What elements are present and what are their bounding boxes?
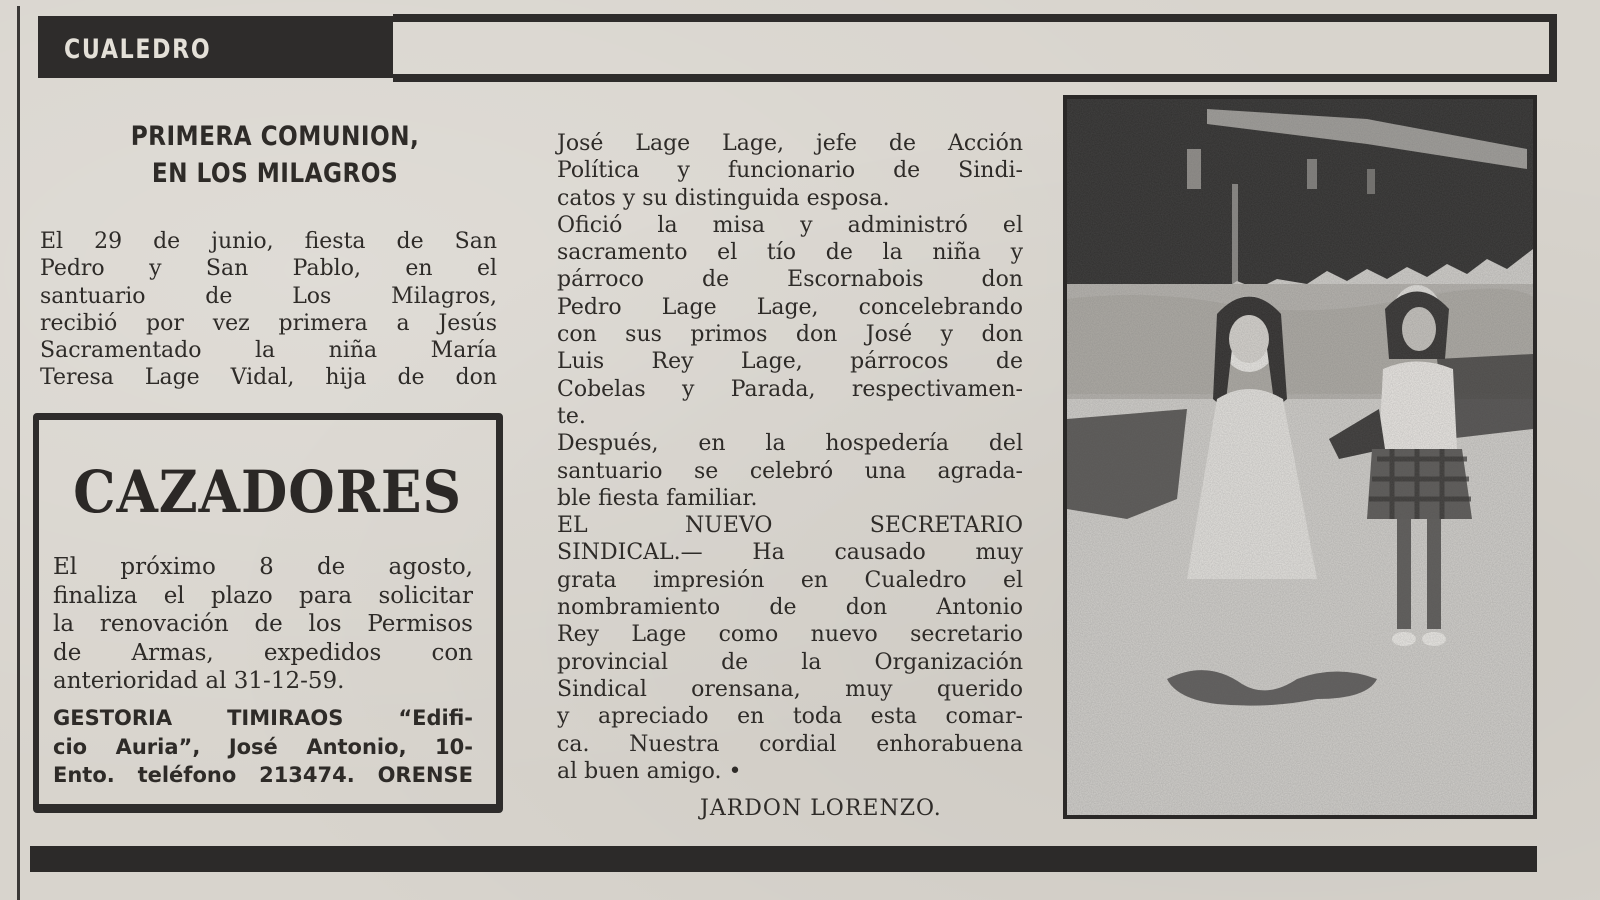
text-line: finaliza el plazo para solicitar — [53, 582, 473, 609]
text-line: y apreciado en toda esta comar- — [557, 704, 1023, 730]
text-line: Ofició la misa y administró el — [557, 212, 1023, 238]
text-line: nombramiento de don Antonio — [557, 595, 1023, 621]
text-line: de Armas, expedidos con — [53, 639, 473, 666]
text-line: grata impresión en Cualedro el — [557, 567, 1023, 593]
section-header-frame — [393, 14, 1557, 82]
text-line: recibió por vez primera a Jesús — [40, 310, 497, 336]
text-line: Luis Rey Lage, párrocos de — [557, 349, 1023, 375]
advertisement-body — [53, 553, 473, 696]
photo-two-girls-icon — [1067, 99, 1533, 815]
section-header-band — [38, 16, 393, 78]
text-line: Cobelas y Parada, respectivamen- — [557, 376, 1023, 402]
text-line: provincial de la Organización — [557, 649, 1023, 675]
text-line: El próximo 8 de agosto, — [53, 554, 473, 580]
headline-line-1: PRIMERA COMUNION, — [130, 121, 420, 152]
text-line: la renovación de los Permisos — [53, 611, 473, 637]
text-line: ca. Nuestra cordial enhorabuena — [557, 731, 1023, 757]
text-line: José Lage Lage, jefe de Acción — [557, 131, 1023, 156]
advertisement-title: CAZADORES — [73, 458, 462, 526]
advertisement-box — [33, 413, 503, 813]
headline-line-2: EN LOS MILAGROS — [151, 158, 399, 189]
article-column-1 — [40, 228, 497, 392]
article-column-2 — [557, 130, 1023, 785]
left-column-rule — [17, 6, 20, 900]
text-line: al buen amigo. • — [557, 758, 742, 784]
text-line: te. — [557, 403, 586, 429]
text-line: Pedro Lage Lage, concelebrando — [557, 294, 1023, 320]
text-line: El 29 de junio, fiesta de San — [40, 229, 497, 254]
section-header — [38, 16, 1565, 78]
text-line: Sacramentado la niña María — [40, 338, 497, 364]
text-line: santuario se celebró una agrada- — [557, 458, 1023, 484]
text-line: cio Auria”, José Antonio, 10- — [53, 734, 473, 759]
text-line: anterioridad al 31-12-59. — [53, 668, 345, 694]
text-line: SINDICAL.— Ha causado muy — [557, 540, 1023, 566]
text-line: Después, en la hospedería del — [557, 431, 1023, 457]
section-title: CUALEDRO — [64, 34, 212, 65]
article-byline: JARDON LORENZO. — [700, 796, 942, 821]
text-line: GESTORIA TIMIRAOS “Edifi- — [53, 706, 473, 730]
text-line: santuario de Los Milagros, — [40, 283, 497, 309]
text-line: Ento. teléfono 213474. ORENSE — [53, 763, 473, 787]
advertisement-contact — [53, 704, 473, 790]
text-line: catos y su distinguida esposa. — [557, 185, 890, 211]
text-line: Política y funcionario de Sindi- — [557, 158, 1023, 184]
text-line: ble fiesta familiar. — [557, 485, 758, 511]
article-photo — [1063, 95, 1537, 819]
bottom-rule — [30, 846, 1537, 872]
text-line: Rey Lage como nuevo secretario — [557, 622, 1023, 648]
text-line: sacramento el tío de la niña y — [557, 240, 1023, 266]
text-line: con sus primos don José y don — [557, 322, 1023, 348]
text-line: Sindical orensana, muy querido — [557, 676, 1023, 702]
article-headline — [40, 118, 510, 192]
text-line: Teresa Lage Vidal, hija de don — [40, 365, 497, 391]
text-line: párroco de Escornabois don — [557, 267, 1023, 293]
subheading-line: EL NUEVO SECRETARIO — [557, 513, 1023, 539]
text-line: Pedro y San Pablo, en el — [40, 256, 497, 282]
